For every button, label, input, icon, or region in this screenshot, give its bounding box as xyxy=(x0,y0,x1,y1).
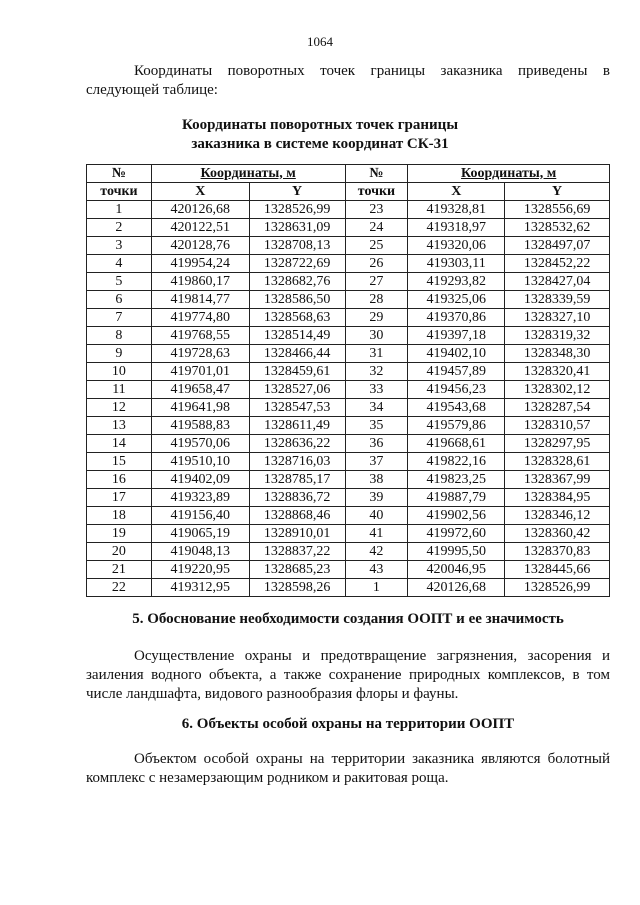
page-number: 1064 xyxy=(307,34,333,49)
table-cell: 1328427,04 xyxy=(505,273,610,291)
table-cell: 17 xyxy=(87,489,152,507)
table-row xyxy=(87,381,610,399)
table-cell: 35 xyxy=(345,417,408,435)
table-cell: 30 xyxy=(345,327,408,345)
table-cell: 420126,68 xyxy=(408,579,505,597)
table-cell: 13 xyxy=(87,417,152,435)
table-row xyxy=(87,543,610,561)
table-cell: 1328586,50 xyxy=(249,291,345,309)
table-title-line1: Координаты поворотных точек границы xyxy=(181,117,459,133)
table-cell: 419823,25 xyxy=(408,471,505,489)
table-cell: 1328459,61 xyxy=(249,363,345,381)
table-cell: 419641,98 xyxy=(151,399,249,417)
table-row xyxy=(87,291,610,309)
table-row xyxy=(87,363,610,381)
table-cell: 419323,89 xyxy=(151,489,249,507)
table-cell: 419543,68 xyxy=(408,399,505,417)
table-cell: 34 xyxy=(345,399,408,417)
table-cell: 12 xyxy=(87,399,152,417)
header-coords-2: Координаты, м xyxy=(408,165,610,183)
table-cell: 1328568,63 xyxy=(249,309,345,327)
table-cell: 43 xyxy=(345,561,408,579)
table-cell: 1328384,95 xyxy=(505,489,610,507)
table-cell: 7 xyxy=(87,309,152,327)
table-row xyxy=(87,471,610,489)
table-cell: 3 xyxy=(87,237,152,255)
table-body xyxy=(87,201,610,597)
table-cell: 38 xyxy=(345,471,408,489)
table-cell: 1328837,22 xyxy=(249,543,345,561)
header-point-2: точки xyxy=(345,183,408,201)
table-cell: 419065,19 xyxy=(151,525,249,543)
table-cell: 23 xyxy=(345,201,408,219)
table-cell: 40 xyxy=(345,507,408,525)
table-cell: 33 xyxy=(345,381,408,399)
table-cell: 419822,16 xyxy=(408,453,505,471)
table-row xyxy=(87,219,610,237)
table-cell: 1328611,49 xyxy=(249,417,345,435)
table-cell: 1328527,06 xyxy=(249,381,345,399)
section5-text: Осуществление охраны и предотвращение загрязнения, засорения и заиления водного объекта, а также сохранение природных комплексов, в том числе ландшафта, видового разнообразия флоры и фауны. xyxy=(86,648,610,702)
table-cell: 22 xyxy=(87,579,152,597)
table-cell: 28 xyxy=(345,291,408,309)
header-x-2: X xyxy=(408,183,505,201)
table-cell: 1328532,62 xyxy=(505,219,610,237)
table-cell: 419972,60 xyxy=(408,525,505,543)
table-cell: 1328328,61 xyxy=(505,453,610,471)
table-cell: 419954,24 xyxy=(151,255,249,273)
table-cell: 1328287,54 xyxy=(505,399,610,417)
table-cell: 1328836,72 xyxy=(249,489,345,507)
table-cell: 419887,79 xyxy=(408,489,505,507)
table-cell: 11 xyxy=(87,381,152,399)
table-cell: 32 xyxy=(345,363,408,381)
intro-paragraph xyxy=(86,62,610,100)
table-cell: 10 xyxy=(87,363,152,381)
section6-text: Объектом особой охраны на территории заказника являются болотный комплекс с незамерзающим родником и ракитовая роща. xyxy=(86,751,610,786)
table-cell: 1328319,32 xyxy=(505,327,610,345)
table-cell: 21 xyxy=(87,561,152,579)
table-cell: 14 xyxy=(87,435,152,453)
table-cell: 31 xyxy=(345,345,408,363)
coordinates-table xyxy=(86,164,610,597)
table-row xyxy=(87,201,610,219)
table-cell: 1328636,22 xyxy=(249,435,345,453)
table-cell: 19 xyxy=(87,525,152,543)
table-cell: 419510,10 xyxy=(151,453,249,471)
table-cell: 42 xyxy=(345,543,408,561)
table-title-line2: заказника в системе координат СК-31 xyxy=(191,136,449,152)
table-cell: 41 xyxy=(345,525,408,543)
table-cell: 1328910,01 xyxy=(249,525,345,543)
table-cell: 1328682,76 xyxy=(249,273,345,291)
table-cell: 1328708,13 xyxy=(249,237,345,255)
table-cell: 1328526,99 xyxy=(505,579,610,597)
table-cell: 419318,97 xyxy=(408,219,505,237)
table-cell: 20 xyxy=(87,543,152,561)
table-cell: 1328868,46 xyxy=(249,507,345,525)
header-no-1: № xyxy=(87,165,152,183)
table-cell: 16 xyxy=(87,471,152,489)
table-cell: 1328370,83 xyxy=(505,543,610,561)
section6-heading: 6. Объекты особой охраны на территории ООПТ xyxy=(181,716,515,732)
table-cell: 36 xyxy=(345,435,408,453)
table-title xyxy=(0,116,640,154)
table-cell: 419303,11 xyxy=(408,255,505,273)
table-cell: 1328497,07 xyxy=(505,237,610,255)
table-cell: 6 xyxy=(87,291,152,309)
table-row xyxy=(87,345,610,363)
table-cell: 1328785,17 xyxy=(249,471,345,489)
table-cell: 419995,50 xyxy=(408,543,505,561)
table-cell: 25 xyxy=(345,237,408,255)
table-cell: 1328339,59 xyxy=(505,291,610,309)
table-cell: 1328310,57 xyxy=(505,417,610,435)
table-cell: 419370,86 xyxy=(408,309,505,327)
table-row xyxy=(87,309,610,327)
table-cell: 419402,09 xyxy=(151,471,249,489)
table-cell: 1328360,42 xyxy=(505,525,610,543)
table-cell: 419579,86 xyxy=(408,417,505,435)
table-cell: 419701,01 xyxy=(151,363,249,381)
table-cell: 29 xyxy=(345,309,408,327)
table-cell: 1328302,12 xyxy=(505,381,610,399)
table-cell: 8 xyxy=(87,327,152,345)
table-row xyxy=(87,507,610,525)
table-cell: 419728,63 xyxy=(151,345,249,363)
table-row xyxy=(87,489,610,507)
section5-heading: 5. Обоснование необходимости создания ООПТ и ее значимость xyxy=(132,611,564,627)
table-row xyxy=(87,417,610,435)
header-coords-1: Координаты, м xyxy=(151,165,345,183)
table-cell: 1328685,23 xyxy=(249,561,345,579)
table-cell: 2 xyxy=(87,219,152,237)
table-cell: 4 xyxy=(87,255,152,273)
table-cell: 419658,47 xyxy=(151,381,249,399)
table-cell: 24 xyxy=(345,219,408,237)
table-cell: 1328598,26 xyxy=(249,579,345,597)
table-cell: 39 xyxy=(345,489,408,507)
table-cell: 420122,51 xyxy=(151,219,249,237)
header-point-1: точки xyxy=(87,183,152,201)
intro-text: Координаты поворотных точек границы заказника приведены в следующей таблице: xyxy=(86,63,610,98)
table-cell: 419456,23 xyxy=(408,381,505,399)
table-cell: 1328320,41 xyxy=(505,363,610,381)
table-cell: 420046,95 xyxy=(408,561,505,579)
table-cell: 1328466,44 xyxy=(249,345,345,363)
table-cell: 419860,17 xyxy=(151,273,249,291)
table-cell: 9 xyxy=(87,345,152,363)
header-y-2: Y xyxy=(505,183,610,201)
table-cell: 1328348,30 xyxy=(505,345,610,363)
table-cell: 1328297,95 xyxy=(505,435,610,453)
table-cell: 420126,68 xyxy=(151,201,249,219)
table-cell: 420128,76 xyxy=(151,237,249,255)
table-cell: 419220,95 xyxy=(151,561,249,579)
table-cell: 1328367,99 xyxy=(505,471,610,489)
table-cell: 1328514,49 xyxy=(249,327,345,345)
table-cell: 419320,06 xyxy=(408,237,505,255)
table-cell: 1 xyxy=(345,579,408,597)
table-cell: 419457,89 xyxy=(408,363,505,381)
table-cell: 1328445,66 xyxy=(505,561,610,579)
header-no-2: № xyxy=(345,165,408,183)
table-row xyxy=(87,237,610,255)
table-cell: 419325,06 xyxy=(408,291,505,309)
table-cell: 1328556,69 xyxy=(505,201,610,219)
table-cell: 37 xyxy=(345,453,408,471)
table-cell: 419774,80 xyxy=(151,309,249,327)
section6-paragraph xyxy=(86,750,610,788)
table-cell: 26 xyxy=(345,255,408,273)
table-row xyxy=(87,453,610,471)
table-cell: 15 xyxy=(87,453,152,471)
table-cell: 419402,10 xyxy=(408,345,505,363)
table-row xyxy=(87,327,610,345)
table-row xyxy=(87,525,610,543)
table-row xyxy=(87,255,610,273)
table-cell: 5 xyxy=(87,273,152,291)
table-cell: 419902,56 xyxy=(408,507,505,525)
table-cell: 1 xyxy=(87,201,152,219)
table-cell: 419048,13 xyxy=(151,543,249,561)
table-cell: 419156,40 xyxy=(151,507,249,525)
table-row xyxy=(87,561,610,579)
table-row xyxy=(87,273,610,291)
table-cell: 419814,77 xyxy=(151,291,249,309)
section5-paragraph xyxy=(86,647,610,704)
table-cell: 1328722,69 xyxy=(249,255,345,273)
table-row xyxy=(87,435,610,453)
table-row xyxy=(87,399,610,417)
table-cell: 27 xyxy=(345,273,408,291)
table-cell: 1328716,03 xyxy=(249,453,345,471)
table-cell: 419312,95 xyxy=(151,579,249,597)
table-cell: 419293,82 xyxy=(408,273,505,291)
table-row xyxy=(87,579,610,597)
table-cell: 419668,61 xyxy=(408,435,505,453)
table-cell: 1328526,99 xyxy=(249,201,345,219)
table-cell: 419588,83 xyxy=(151,417,249,435)
table-cell: 18 xyxy=(87,507,152,525)
table-cell: 1328547,53 xyxy=(249,399,345,417)
table-cell: 1328631,09 xyxy=(249,219,345,237)
header-y-1: Y xyxy=(249,183,345,201)
table-cell: 419328,81 xyxy=(408,201,505,219)
table-cell: 1328327,10 xyxy=(505,309,610,327)
header-x-1: X xyxy=(151,183,249,201)
table-cell: 419570,06 xyxy=(151,435,249,453)
table-cell: 1328346,12 xyxy=(505,507,610,525)
table-cell: 419397,18 xyxy=(408,327,505,345)
table-cell: 419768,55 xyxy=(151,327,249,345)
table-cell: 1328452,22 xyxy=(505,255,610,273)
